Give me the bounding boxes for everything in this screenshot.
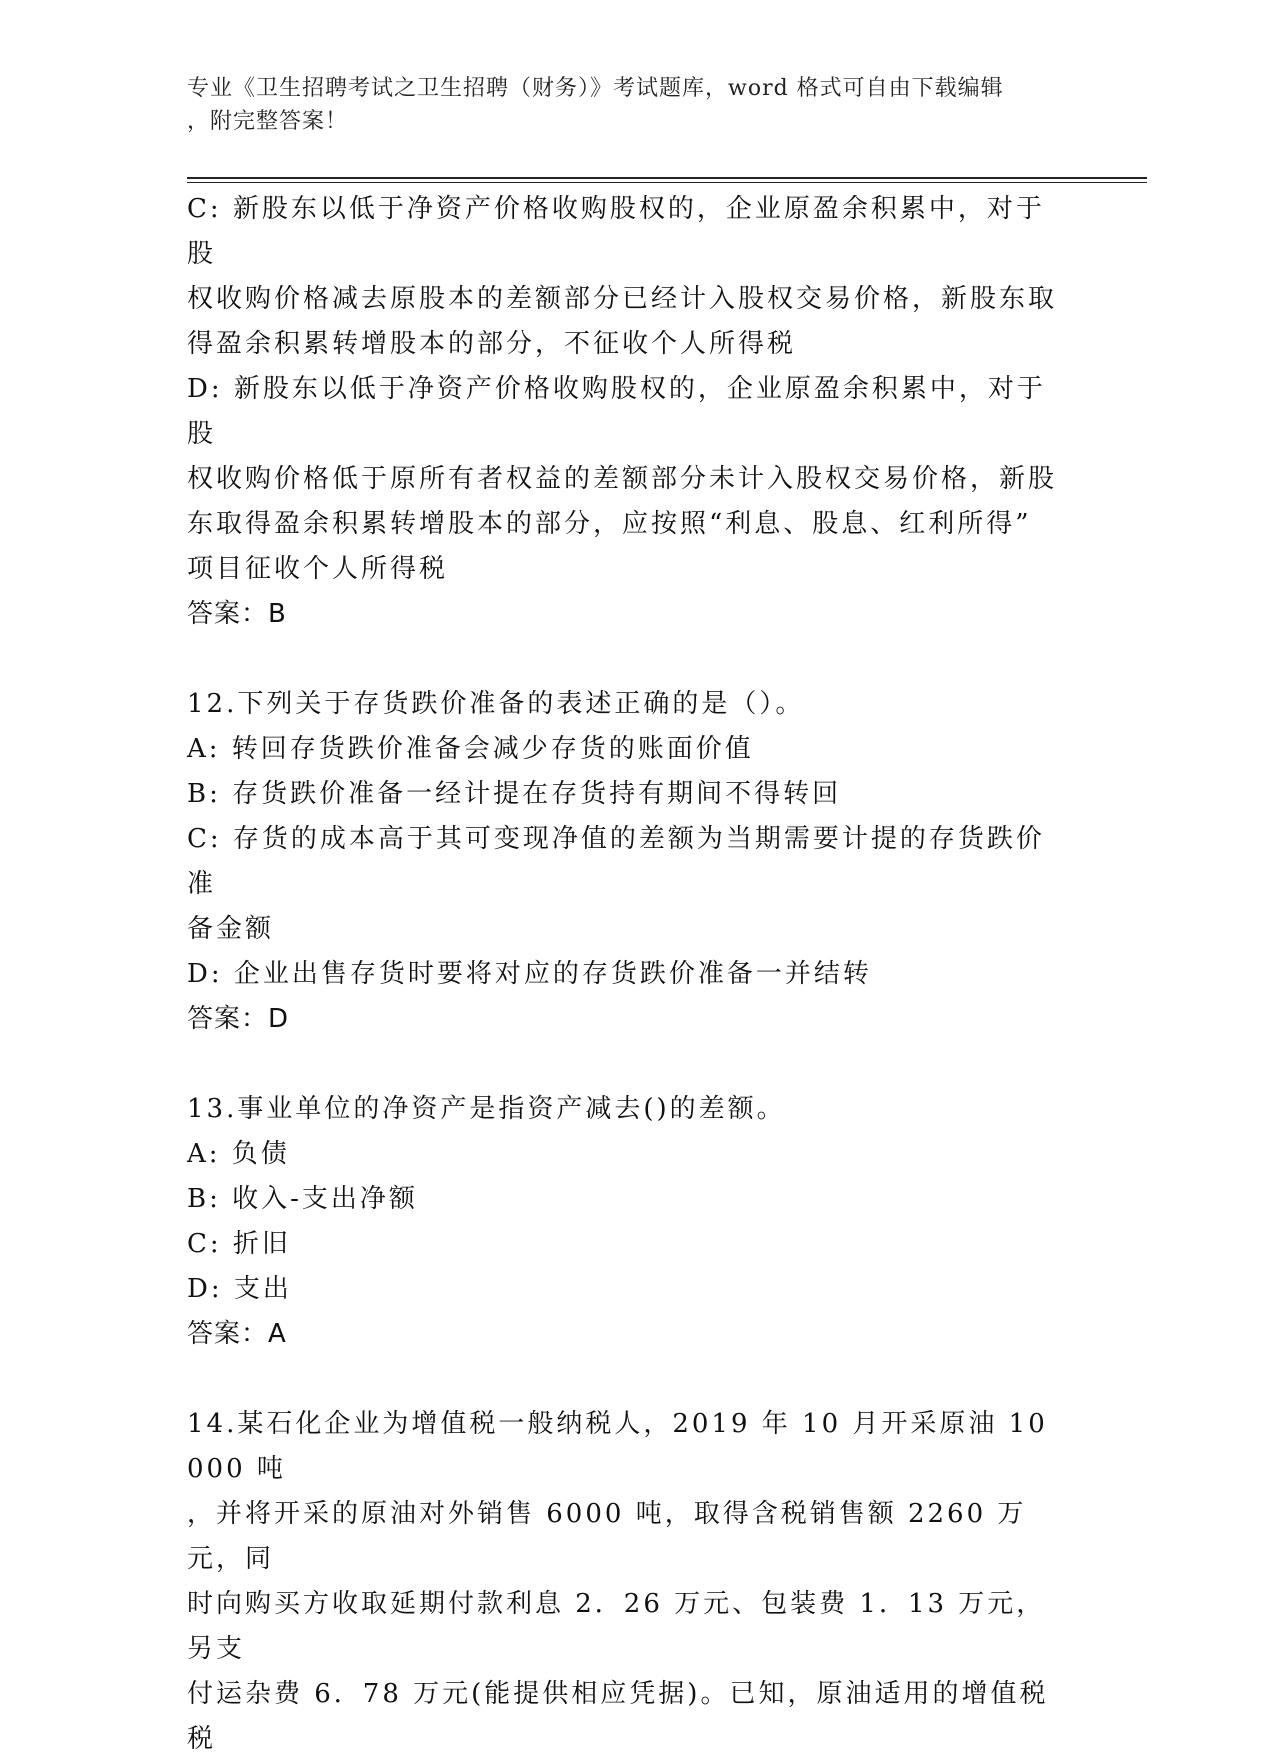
option-d: D: 企业出售存货时要将对应的存货跌价准备一并结转 [187,959,872,989]
option-d: D: 支出 [187,1274,292,1304]
option-c-line: 权收购价格减去原股本的差额部分已经计入股权交易价格，新股东取 [187,284,1058,314]
answer: 答案：D [187,1004,290,1034]
question-stem-line: 付运杂费 6．78 万元(能提供相应凭据)。已知，原油适用的增值税税 [187,1679,1049,1754]
header-rule-thin [187,182,1147,183]
answer: 答案：A [187,1319,287,1349]
question-stem-line: ，并将开采的原油对外销售 6000 吨，取得含税销售额 2260 万元，同 [187,1499,1027,1574]
question-stem: 13.事业单位的净资产是指资产减去()的差额。 [187,1094,786,1124]
option-d-line: 权收购价格低于原所有者权益的差额部分未计入股权交易价格，新股 [187,464,1058,494]
option-c: C: 折旧 [187,1229,291,1259]
question-14 [187,1402,1067,1762]
option-c-line: C: 新股东以低于净资产价格收购股权的，企业原盈余积累中，对于股 [187,194,1045,269]
question-content [187,187,1067,1762]
option-a: A: 转回存货跌价准备会减少存货的账面价值 [187,734,754,764]
question-13 [187,1087,1067,1357]
question-stem-line: 时向购买方收取延期付款利息 2．26 万元、包装费 1．13 万元，另支 [187,1589,1046,1664]
option-d-line: 东取得盈余积累转增股本的部分，应按照“利息、股息、红利所得” [187,509,1032,539]
question-12 [187,682,1067,1042]
option-b: B: 收入-支出净额 [187,1184,418,1214]
question-11-tail [187,187,1067,637]
header-line: ，附完整答案！ [187,109,349,134]
page-header [187,72,1067,138]
option-a: A: 负债 [187,1139,290,1169]
option-c-line: 得盈余积累转增股本的部分，不征收个人所得税 [187,329,797,359]
question-stem-line: 14.某石化企业为增值税一般纳税人，2019 年 10 月开采原油 10000 吨 [187,1409,1048,1484]
option-b: B: 存货跌价准备一经计提在存货持有期间不得转回 [187,779,842,809]
option-d-line: 项目征收个人所得税 [187,554,449,584]
option-c-line: 备金额 [187,914,275,944]
option-d-line: D: 新股东以低于净资产价格收购股权的，企业原盈余积累中，对于股 [187,374,1046,449]
option-c-line: C: 存货的成本高于其可变现净值的差额为当期需要计提的存货跌价准 [187,824,1045,899]
answer: 答案：B [187,599,287,629]
question-stem: 12.下列关于存货跌价准备的表述正确的是（）。 [187,689,805,719]
header-rule-thick [187,177,1147,179]
header-line: 专业《卫生招聘考试之卫生招聘（财务）》考试题库，word 格式可自由下载编辑 [187,76,1004,101]
